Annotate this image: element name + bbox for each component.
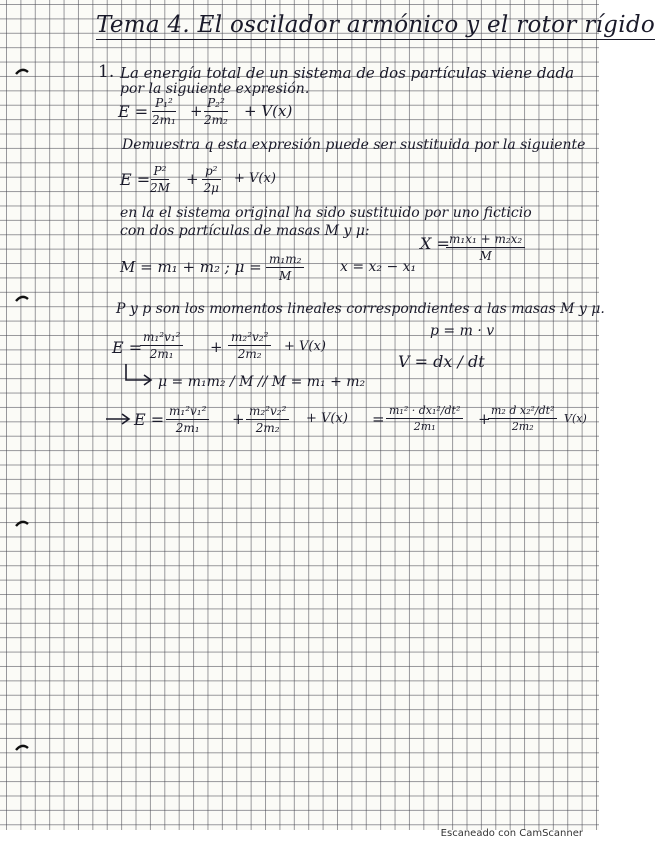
fraction-numerator: P₂² — [204, 96, 228, 112]
binder-hole-mark — [14, 66, 30, 76]
fraction-numerator: m₁m₂ — [266, 252, 304, 268]
potential-term-1: + V(x) — [244, 102, 293, 120]
fraction-numerator: m₁² · dx₁²/dt² — [386, 404, 463, 419]
velocity-definition: V = dx / dt — [398, 352, 485, 371]
energy-label-1: E = — [118, 102, 149, 121]
binder-hole-mark — [14, 293, 30, 303]
fraction-numerator: m₁²v₁² — [166, 404, 209, 420]
fraction-denominator: 2m₁ — [175, 421, 200, 435]
fraction-p2 — [204, 96, 228, 127]
fraction-numerator: p² — [202, 164, 221, 180]
fraction-mu — [266, 252, 304, 283]
fraction-numerator: m₁x₁ + m₂x₂ — [446, 232, 525, 248]
en-la-line-2: con dos partículas de masas M y μ: — [120, 223, 370, 239]
plus-sign: + — [190, 102, 203, 120]
fraction-denominator: 2m₂ — [511, 420, 534, 433]
x-cm-label: X = — [420, 234, 450, 253]
fraction-numerator: m₁²v₁² — [140, 330, 183, 346]
energy-label-final: E = — [134, 410, 165, 429]
plus-sign: + — [478, 410, 491, 428]
intro-line-2: por la siguiente expresión. — [120, 81, 310, 97]
fraction-P-cap — [150, 164, 170, 195]
demuestra-line: Demuestra q esta expresión puede ser sustituida por la siguiente — [122, 137, 586, 153]
binder-hole-mark — [14, 518, 30, 528]
fraction-numerator: P² — [151, 164, 170, 180]
fraction-denominator: 2m₁ — [149, 347, 174, 361]
potential-term-2: + V(x) — [234, 171, 276, 186]
fraction-denominator: 2m₁ — [152, 113, 176, 127]
page-title: Tema 4. El oscilador armónico y el rotor rígido — [96, 12, 655, 38]
fraction-denominator: 2μ — [203, 181, 219, 195]
equals-sign: = — [372, 410, 385, 428]
fraction-f2 — [246, 404, 289, 435]
momenta-line: P y p son los momentos lineales correspondientes a las masas M y μ. — [116, 301, 605, 317]
plus-sign: + — [186, 170, 199, 188]
fraction-denominator: 2m₁ — [413, 420, 436, 433]
fraction-numerator: m₂ d x₂²/dt² — [488, 404, 557, 419]
fraction-f4 — [488, 404, 557, 433]
fraction-numerator: P₁² — [152, 96, 176, 112]
binder-hole-mark — [14, 742, 30, 752]
fraction-denominator: 2M — [150, 181, 170, 195]
reduced-mass-line: μ = m₁m₂ / M // M = m₁ + m₂ — [158, 374, 366, 390]
final-potential: V(x) — [564, 412, 587, 425]
fraction-denominator: 2m₂ — [237, 347, 262, 361]
fraction-denominator: 2m₂ — [255, 421, 280, 435]
fraction-denominator: M — [279, 269, 292, 283]
energy-label-3: E = — [112, 338, 143, 357]
down-right-arrow-icon — [120, 362, 156, 388]
mass-definition: M = m₁ + m₂ ; μ = — [120, 258, 262, 276]
potential-term-3: + V(x) — [284, 339, 326, 354]
implies-arrow-icon — [104, 412, 134, 426]
energy-label-2: E = — [120, 170, 151, 189]
fraction-x-cm — [446, 232, 525, 263]
fraction-f1 — [166, 404, 209, 435]
momentum-definition: p = m · v — [430, 323, 495, 339]
fraction-denominator: M — [479, 249, 492, 263]
relative-coordinate: x = x₂ − x₁ — [340, 259, 417, 275]
potential-term-final: + V(x) — [306, 411, 348, 426]
en-la-line-1: en la el sistema original ha sido sustituido por uno ficticio — [120, 205, 532, 221]
fraction-denominator: 2m₂ — [204, 113, 228, 127]
fraction-p1 — [152, 96, 176, 127]
intro-line-1: La energía total de un sistema de dos partículas viene dada — [120, 64, 575, 82]
problem-number: 1. — [98, 62, 115, 82]
fraction-numerator: m₂²v₂² — [246, 404, 289, 420]
fraction-p-small — [202, 164, 221, 195]
plus-sign: + — [210, 338, 223, 356]
fraction-k2 — [228, 330, 271, 361]
plus-sign: + — [232, 410, 245, 428]
fraction-f3 — [386, 404, 463, 433]
scanner-watermark: Escaneado con CamScanner — [440, 828, 583, 839]
fraction-numerator: m₂²v₂² — [228, 330, 271, 346]
fraction-k1 — [140, 330, 183, 361]
